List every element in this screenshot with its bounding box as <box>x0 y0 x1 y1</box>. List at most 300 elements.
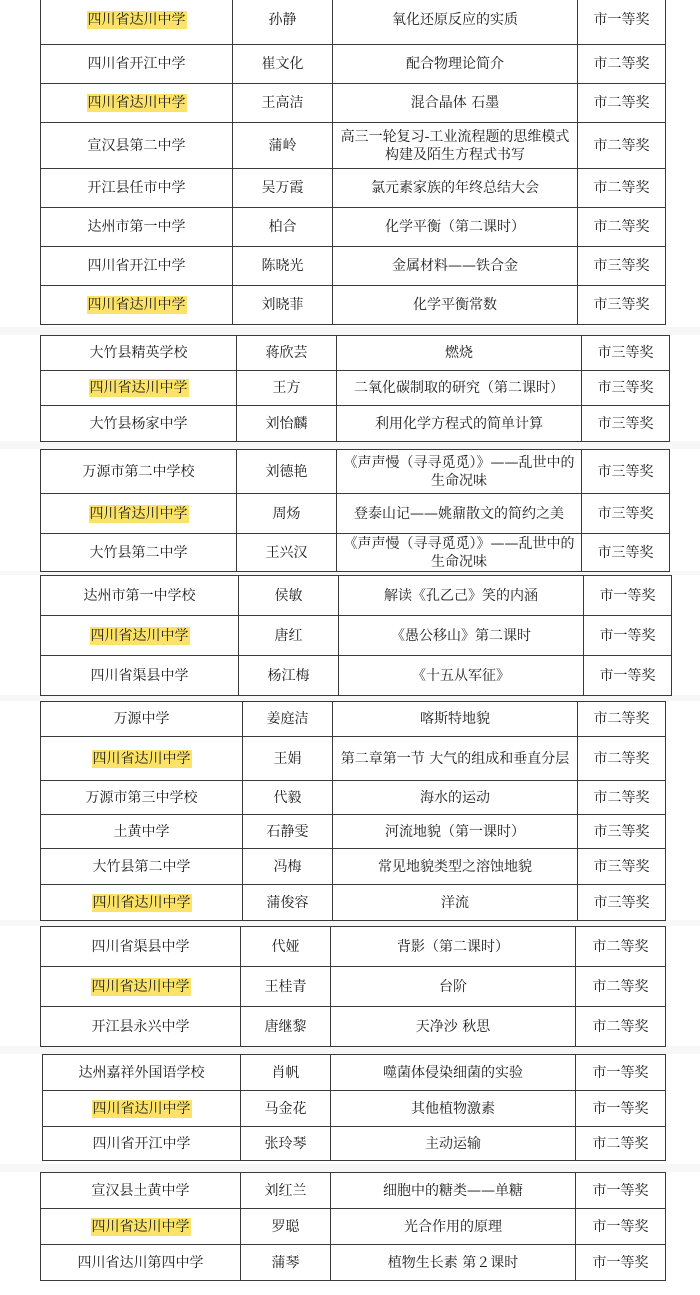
teacher-name-cell <box>233 123 333 169</box>
lesson-topic-cell <box>331 1055 576 1091</box>
table-row <box>41 84 666 123</box>
school-cell <box>41 781 243 815</box>
school-cell <box>41 1007 241 1047</box>
lesson-topic-cell <box>333 702 578 737</box>
table-row <box>41 45 666 84</box>
award-level: 市二等奖 <box>593 789 650 806</box>
table-row <box>41 815 666 849</box>
teacher-name: 唐继黎 <box>264 1018 307 1035</box>
highlighted-school-name: 四川省达川中学 <box>90 627 189 644</box>
school-cell <box>41 0 233 45</box>
table-row <box>41 927 666 967</box>
award-level: 市三等奖 <box>597 380 654 396</box>
award-level-cell <box>578 849 666 885</box>
teacher-name-cell <box>233 45 333 84</box>
award-level: 市一等奖 <box>599 627 656 644</box>
school-cell <box>41 815 243 849</box>
lesson-topic: 细胞中的糖类——单糖 <box>383 1182 523 1199</box>
table-row <box>41 656 672 696</box>
teacher-name: 石静雯 <box>266 823 309 840</box>
award-level-cell <box>576 927 666 967</box>
table-row <box>41 494 670 534</box>
table-row <box>41 781 666 815</box>
lesson-topic: 《十五从军征》 <box>412 667 510 684</box>
school-name: 大竹县第二中学 <box>92 858 191 875</box>
teacher-name-cell <box>243 815 333 849</box>
lesson-topic: 氧化还原反应的实质 <box>392 11 518 28</box>
table-row <box>41 450 670 494</box>
school-cell <box>41 1173 241 1209</box>
table-segment <box>42 1054 666 1161</box>
school-cell <box>41 208 233 247</box>
teacher-name: 冯梅 <box>273 858 302 875</box>
table-row <box>43 1091 666 1127</box>
award-level-cell <box>578 702 666 737</box>
lesson-topic-cell <box>331 927 576 967</box>
lesson-topic: 噬菌体侵染细菌的实验 <box>383 1064 523 1081</box>
school-name: 大竹县杨家中学 <box>89 415 188 432</box>
table-row <box>41 286 666 325</box>
table-row <box>41 123 666 169</box>
lesson-topic-cell <box>339 616 584 656</box>
teacher-name-cell <box>233 208 333 247</box>
table-row <box>41 702 666 737</box>
school-cell <box>41 616 239 656</box>
teacher-name-cell <box>241 1007 331 1047</box>
lesson-topic: 高三一轮复习-工业流程题的思维模式构建及陌生方程式书写 <box>340 128 570 163</box>
award-level-cell <box>582 494 670 534</box>
lesson-topic-cell <box>333 885 578 921</box>
award-level: 市二等奖 <box>592 1135 649 1152</box>
lesson-topic: 植物生长素 第２课时 <box>387 1254 519 1271</box>
school-cell <box>41 169 233 208</box>
award-level: 市一等奖 <box>599 667 656 684</box>
school-cell <box>41 849 243 885</box>
lesson-topic-cell <box>337 534 582 572</box>
lesson-topic: 登泰山记——姚鼐散文的简约之美 <box>354 505 564 522</box>
highlighted-school-name: 四川省达川中学 <box>92 750 191 767</box>
award-level-cell <box>582 450 670 494</box>
teacher-name-cell <box>241 967 331 1007</box>
lesson-topic: 《声声慢（寻寻觅觅）》——乱世中的生命况味 <box>343 535 575 570</box>
school-cell <box>41 1245 241 1281</box>
school-name: 达州市第一中学 <box>87 219 186 235</box>
award-level: 市一等奖 <box>592 1182 649 1199</box>
lesson-topic: 河流地貌（第一课时） <box>385 823 525 840</box>
teacher-name: 柏合 <box>268 219 297 235</box>
award-level: 市三等奖 <box>593 823 650 840</box>
lesson-topic-cell <box>333 247 578 286</box>
award-level: 市二等奖 <box>592 938 649 955</box>
school-name: 万源中学 <box>113 711 170 727</box>
lesson-topic-cell <box>337 406 582 442</box>
highlighted-school-name: 四川省达川中学 <box>91 1218 190 1235</box>
teacher-name-cell <box>241 1127 331 1161</box>
lesson-topic: 其他植物激素 <box>411 1100 495 1117</box>
teacher-name-cell <box>243 702 333 737</box>
award-level: 市二等奖 <box>593 56 650 72</box>
teacher-name: 王桂青 <box>264 978 307 995</box>
school-name: 大竹县精英学校 <box>89 345 188 361</box>
award-level: 市二等奖 <box>593 219 650 235</box>
lesson-topic: 化学平衡常数 <box>413 297 497 313</box>
award-level-cell <box>584 616 672 656</box>
lesson-topic-cell <box>333 45 578 84</box>
lesson-topic-cell <box>337 371 582 406</box>
award-level: 市一等奖 <box>593 11 650 28</box>
school-cell <box>41 737 243 781</box>
table-row <box>41 336 670 371</box>
lesson-topic: 《声声慢（寻寻觅觅）》——乱世中的生命况味 <box>343 454 575 489</box>
award-level: 市三等奖 <box>593 858 650 875</box>
award-level-cell <box>582 371 670 406</box>
teacher-name-cell <box>233 247 333 286</box>
lesson-topic: 台阶 <box>439 978 467 995</box>
award-level-cell <box>584 576 672 616</box>
lesson-topic: 化学平衡（第二课时） <box>385 219 525 235</box>
highlighted-school-name: 四川省达川中学 <box>87 95 186 111</box>
award-level-cell <box>576 1245 666 1281</box>
teacher-name-cell <box>239 616 339 656</box>
school-cell <box>41 371 237 406</box>
award-level-cell <box>578 0 666 45</box>
school-name: 开江县任市中学 <box>87 180 186 196</box>
award-level: 市二等奖 <box>593 95 650 111</box>
award-level: 市一等奖 <box>592 1100 649 1117</box>
table-segment <box>40 701 666 921</box>
teacher-name-cell <box>241 1091 331 1127</box>
award-level-cell <box>578 781 666 815</box>
award-level-cell <box>576 1055 666 1091</box>
school-cell <box>41 336 237 371</box>
school-cell <box>41 247 233 286</box>
teacher-name: 周炀 <box>272 505 301 522</box>
table-row <box>41 0 666 45</box>
school-cell <box>43 1055 241 1091</box>
lesson-topic-cell <box>337 450 582 494</box>
teacher-name-cell <box>241 1173 331 1209</box>
lesson-topic-cell <box>333 849 578 885</box>
school-cell <box>41 84 233 123</box>
award-level-cell <box>582 534 670 572</box>
table-row <box>41 1245 666 1281</box>
school-cell <box>41 927 241 967</box>
lesson-topic-cell <box>331 967 576 1007</box>
lesson-topic-cell <box>333 0 578 45</box>
table-row <box>41 371 670 406</box>
segment-gap <box>0 441 700 449</box>
teacher-name-cell <box>237 494 337 534</box>
highlighted-school-name: 四川省达川中学 <box>87 297 186 313</box>
teacher-name-cell <box>233 0 333 45</box>
lesson-topic: 二氧化碳制取的研究（第二课时） <box>354 380 564 396</box>
award-level: 市二等奖 <box>592 978 649 995</box>
award-level: 市三等奖 <box>593 297 650 313</box>
table-row <box>41 406 670 442</box>
lesson-topic: 喀斯特地貌 <box>420 711 490 727</box>
table-segment <box>40 0 666 325</box>
school-cell <box>41 656 239 696</box>
lesson-topic: 主动运输 <box>425 1135 481 1152</box>
award-level-cell <box>576 1173 666 1209</box>
lesson-topic-cell <box>333 737 578 781</box>
award-level-cell <box>578 45 666 84</box>
lesson-topic-cell <box>333 208 578 247</box>
award-level-cell <box>578 247 666 286</box>
lesson-topic-cell <box>331 1127 576 1161</box>
school-name: 宣汉县土黄中学 <box>91 1182 190 1199</box>
lesson-topic-cell <box>333 286 578 325</box>
award-level: 市二等奖 <box>592 1018 649 1035</box>
school-cell <box>41 702 243 737</box>
teacher-name: 刘德艳 <box>265 463 308 480</box>
lesson-topic: 解读《孔乙己》笑的内涵 <box>384 587 538 604</box>
school-name: 四川省开江中学 <box>87 56 186 72</box>
award-level-cell <box>582 406 670 442</box>
segment-gap <box>0 327 700 335</box>
lesson-topic-cell <box>331 1245 576 1281</box>
teacher-name: 刘红兰 <box>264 1182 307 1199</box>
school-cell <box>41 45 233 84</box>
teacher-name: 刘怡麟 <box>265 415 308 432</box>
school-cell <box>41 123 233 169</box>
school-name: 万源市第二中学校 <box>82 463 195 480</box>
teacher-name-cell <box>233 169 333 208</box>
teacher-name-cell <box>243 737 333 781</box>
school-cell <box>41 286 233 325</box>
lesson-topic: 天净沙 秋思 <box>415 1018 491 1035</box>
table-row <box>41 967 666 1007</box>
segment-gap <box>0 1046 700 1054</box>
school-cell <box>41 406 237 442</box>
award-level: 市一等奖 <box>592 1254 649 1271</box>
table-row <box>41 1173 666 1209</box>
award-level-cell <box>578 815 666 849</box>
award-level-cell <box>576 1091 666 1127</box>
school-name: 万源市第三中学校 <box>85 789 198 806</box>
teacher-name: 肖帆 <box>271 1064 300 1081</box>
table-row <box>41 1209 666 1245</box>
teacher-name-cell <box>233 286 333 325</box>
lesson-topic: 氯元素家族的年终总结大会 <box>371 180 539 196</box>
teacher-name-cell <box>241 1209 331 1245</box>
lesson-topic-cell <box>333 815 578 849</box>
lesson-topic-cell <box>331 1209 576 1245</box>
lesson-topic: 《愚公移山》第二课时 <box>391 627 531 644</box>
teacher-name: 马金花 <box>264 1100 307 1117</box>
lesson-topic: 配合物理论简介 <box>406 56 504 72</box>
teacher-name-cell <box>233 84 333 123</box>
teacher-name-cell <box>241 1055 331 1091</box>
segment-gap <box>0 1164 700 1172</box>
teacher-name: 罗聪 <box>271 1218 300 1235</box>
school-cell <box>41 885 243 921</box>
award-level: 市二等奖 <box>593 750 650 767</box>
school-cell <box>41 494 237 534</box>
award-level-cell <box>578 737 666 781</box>
teacher-name: 陈晓光 <box>261 258 304 274</box>
teacher-name: 王方 <box>272 380 301 396</box>
teacher-name: 蒲俊容 <box>266 894 309 911</box>
table-row <box>43 1127 666 1161</box>
table-segment <box>40 926 666 1047</box>
teacher-name: 张玲琴 <box>264 1135 307 1152</box>
award-level: 市二等奖 <box>593 711 650 727</box>
school-cell <box>41 534 237 572</box>
table-row <box>41 849 666 885</box>
lesson-topic: 燃烧 <box>445 345 473 361</box>
school-name: 四川省渠县中学 <box>90 667 189 684</box>
school-cell <box>41 967 241 1007</box>
teacher-name: 杨江梅 <box>267 667 310 684</box>
teacher-name: 刘晓菲 <box>261 297 304 313</box>
lesson-topic-cell <box>333 123 578 169</box>
table-row <box>41 737 666 781</box>
teacher-name: 唐红 <box>274 627 303 644</box>
school-cell <box>41 450 237 494</box>
lesson-topic-cell <box>331 1173 576 1209</box>
teacher-name-cell <box>239 656 339 696</box>
award-level: 市一等奖 <box>599 587 656 604</box>
award-level: 市二等奖 <box>593 137 650 154</box>
school-name: 达州嘉祥外国语学校 <box>78 1064 205 1081</box>
award-level: 市三等奖 <box>597 345 654 361</box>
lesson-topic: 常见地貌类型之溶蚀地貌 <box>378 858 532 875</box>
award-level: 市三等奖 <box>597 544 654 561</box>
award-level-cell <box>578 169 666 208</box>
teacher-name: 侯敏 <box>274 587 303 604</box>
teacher-name: 代娅 <box>271 938 300 955</box>
teacher-name: 蒋欣芸 <box>265 345 308 361</box>
lesson-topic: 金属材料——铁合金 <box>392 258 518 274</box>
award-level-cell <box>578 885 666 921</box>
school-cell <box>43 1127 241 1161</box>
table-row <box>41 885 666 921</box>
table-row <box>41 169 666 208</box>
teacher-name: 王高洁 <box>261 95 304 111</box>
table-row <box>41 616 672 656</box>
school-name: 大竹县第二中学 <box>89 544 188 561</box>
award-level: 市三等奖 <box>597 463 654 480</box>
award-level-cell <box>584 656 672 696</box>
table-row <box>41 1007 666 1047</box>
table-row <box>41 247 666 286</box>
lesson-topic-cell <box>333 84 578 123</box>
award-level: 市一等奖 <box>592 1218 649 1235</box>
award-level: 市一等奖 <box>592 1064 649 1081</box>
teacher-name: 姜庭洁 <box>266 711 309 727</box>
table-row <box>41 534 670 572</box>
award-level-cell <box>576 1127 666 1161</box>
highlighted-school-name: 四川省达川中学 <box>89 380 188 396</box>
school-cell <box>41 1209 241 1245</box>
award-level-cell <box>576 1007 666 1047</box>
table-segment <box>40 449 670 572</box>
lesson-topic-cell <box>337 494 582 534</box>
award-level: 市二等奖 <box>593 180 650 196</box>
teacher-name: 吴万霞 <box>261 180 304 196</box>
table-segment <box>40 335 670 442</box>
school-name: 四川省达川第四中学 <box>77 1254 204 1271</box>
school-cell <box>41 576 239 616</box>
school-name: 四川省开江中学 <box>87 258 186 274</box>
lesson-topic-cell <box>333 781 578 815</box>
highlighted-school-name: 四川省达川中学 <box>87 11 186 28</box>
school-name: 达州市第一中学校 <box>83 587 196 604</box>
highlighted-school-name: 四川省达川中学 <box>92 894 191 911</box>
award-level-cell <box>578 123 666 169</box>
school-name: 四川省开江中学 <box>92 1135 191 1152</box>
lesson-topic: 混合晶体 石墨 <box>410 95 500 111</box>
school-name: 宣汉县第二中学 <box>87 137 186 154</box>
highlighted-school-name: 四川省达川中学 <box>91 978 190 995</box>
table-row <box>43 1055 666 1091</box>
lesson-topic: 光合作用的原理 <box>404 1218 502 1235</box>
teacher-name-cell <box>243 849 333 885</box>
teacher-name: 蒲琴 <box>271 1254 300 1271</box>
award-level-cell <box>578 286 666 325</box>
award-level: 市三等奖 <box>593 894 650 911</box>
teacher-name-cell <box>239 576 339 616</box>
teacher-name-cell <box>243 885 333 921</box>
teacher-name-cell <box>237 450 337 494</box>
award-level: 市三等奖 <box>593 258 650 274</box>
award-level-cell <box>578 208 666 247</box>
lesson-topic: 海水的运动 <box>420 789 490 806</box>
teacher-name-cell <box>237 534 337 572</box>
lesson-topic-cell <box>339 576 584 616</box>
table-row <box>41 208 666 247</box>
school-name: 开江县永兴中学 <box>91 1018 190 1035</box>
lesson-topic: 利用化学方程式的简单计算 <box>375 415 543 432</box>
teacher-name-cell <box>241 1245 331 1281</box>
teacher-name: 代毅 <box>273 789 302 806</box>
table-segment <box>40 1172 666 1281</box>
school-name: 四川省渠县中学 <box>91 938 190 955</box>
teacher-name: 王娟 <box>273 750 302 767</box>
teacher-name: 孙静 <box>268 11 297 28</box>
highlighted-school-name: 四川省达川中学 <box>89 505 188 522</box>
award-level: 市三等奖 <box>597 415 654 432</box>
teacher-name-cell <box>243 781 333 815</box>
award-level-cell <box>578 84 666 123</box>
teacher-name-cell <box>237 336 337 371</box>
table-row <box>41 576 672 616</box>
highlighted-school-name: 四川省达川中学 <box>92 1100 191 1117</box>
school-cell <box>43 1091 241 1127</box>
lesson-topic: 第二章第一节 大气的组成和垂直分层 <box>340 750 570 767</box>
lesson-topic-cell <box>331 1007 576 1047</box>
lesson-topic: 洋流 <box>441 894 469 911</box>
lesson-topic-cell <box>337 336 582 371</box>
teacher-name-cell <box>237 406 337 442</box>
school-name: 土黄中学 <box>113 823 170 840</box>
teacher-name: 蒲岭 <box>268 137 297 154</box>
award-level: 市三等奖 <box>597 505 654 522</box>
award-level-cell <box>582 336 670 371</box>
lesson-topic-cell <box>331 1091 576 1127</box>
teacher-name: 王兴汉 <box>265 544 308 561</box>
lesson-topic-cell <box>333 169 578 208</box>
award-level-cell <box>576 967 666 1007</box>
lesson-topic-cell <box>339 656 584 696</box>
teacher-name-cell <box>241 927 331 967</box>
teacher-name-cell <box>237 371 337 406</box>
teacher-name: 崔文化 <box>261 56 304 72</box>
award-level-cell <box>576 1209 666 1245</box>
lesson-topic: 背影（第二课时） <box>397 938 509 955</box>
table-segment <box>40 575 672 696</box>
